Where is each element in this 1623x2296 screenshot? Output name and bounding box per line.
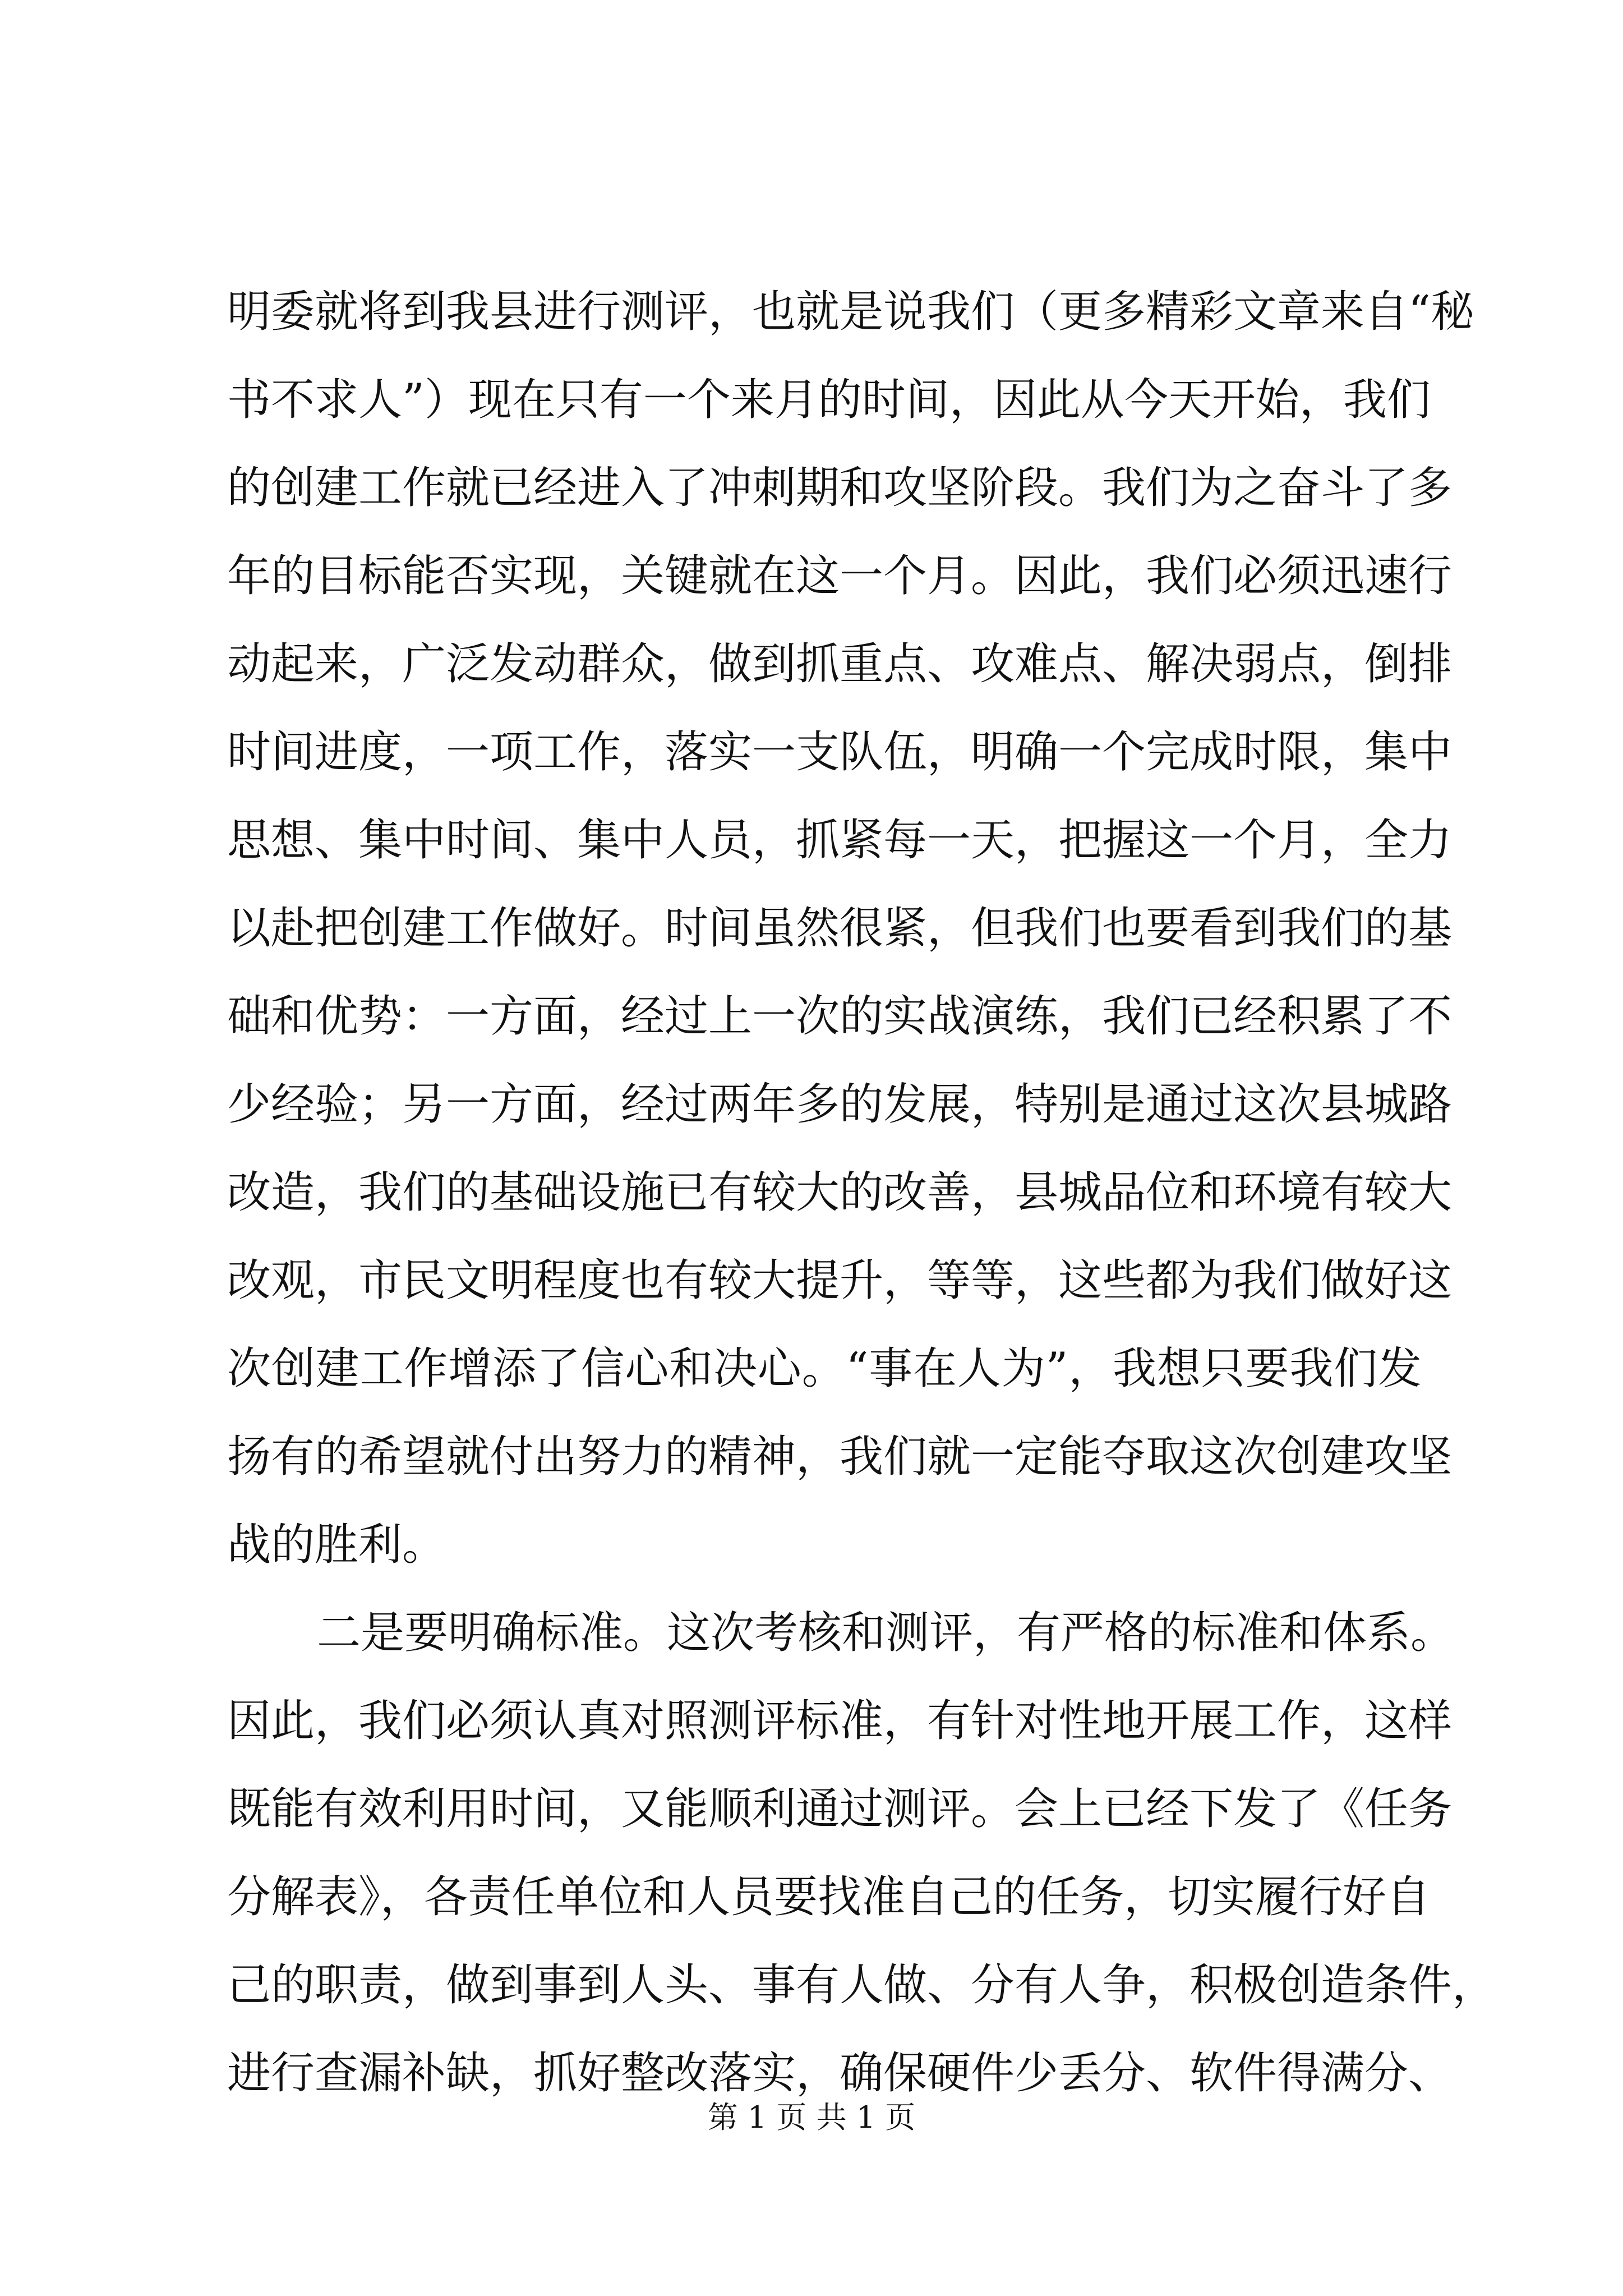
text-line: 的创建工作就已经进入了冲刺期和攻坚阶段。我们为之奋斗了多 <box>227 463 1453 513</box>
text-line: 既能有效利用时间，又能顺利通过测评。会上已经下发了《任务 <box>227 1784 1453 1834</box>
paragraph-start-line: 二是要明确标准。这次考核和测评，有严格的标准和体系。 <box>317 1608 1455 1658</box>
text-line: 己的职责，做到事到人头、事有人做、分有人争，积极创造条件， <box>227 1960 1496 2010</box>
text-line: 改造，我们的基础设施已有较大的改善，县城品位和环境有较大 <box>227 1167 1453 1218</box>
text-line: 扬有的希望就付出努力的精神，我们就一定能夺取这次创建攻坚 <box>227 1432 1453 1482</box>
paragraph-end-line: 战的胜利。 <box>227 1520 446 1570</box>
text-line: 分解表》，各责任单位和人员要找准自己的任务，切实履行好自 <box>227 1872 1431 1922</box>
text-line: 年的目标能否实现，关键就在这一个月。因此，我们必须迅速行 <box>227 551 1453 601</box>
document-body <box>227 268 1496 2118</box>
page-number-footer: 第 1 页 共 1 页 <box>707 2100 916 2135</box>
text-line: 思想、集中时间、集中人员，抓紧每一天，把握这一个月，全力 <box>227 815 1453 866</box>
text-line: 以赴把创建工作做好。时间虽然很紧，但我们也要看到我们的基 <box>227 903 1453 954</box>
text-line: 书不求人”）现在只有一个来月的时间，因此从今天开始，我们 <box>227 375 1431 425</box>
text-line: 础和优势：一方面，经过上一次的实战演练，我们已经积累了不 <box>227 991 1453 1042</box>
text-line: 次创建工作增添了信心和决心。“事在人为”，我想只要我们发 <box>227 1343 1422 1394</box>
text-line: 因此，我们必须认真对照测评标准，有针对性地开展工作，这样 <box>227 1696 1453 1746</box>
text-line: 时间进度，一项工作，落实一支队伍，明确一个完成时限，集中 <box>227 727 1453 777</box>
text-line: 明委就将到我县进行测评，也就是说我们（更多精彩文章来自“秘 <box>227 287 1474 337</box>
text-line: 动起来，广泛发动群众，做到抓重点、攻难点、解决弱点，倒排 <box>227 639 1453 689</box>
text-line: 改观，市民文明程度也有较大提升，等等，这些都为我们做好这 <box>227 1255 1453 1306</box>
text-line: 进行查漏补缺，抓好整改落实，确保硬件少丢分、软件得满分、 <box>227 2048 1453 2099</box>
text-line: 少经验；另一方面，经过两年多的发展，特别是通过这次县城路 <box>227 1079 1453 1130</box>
